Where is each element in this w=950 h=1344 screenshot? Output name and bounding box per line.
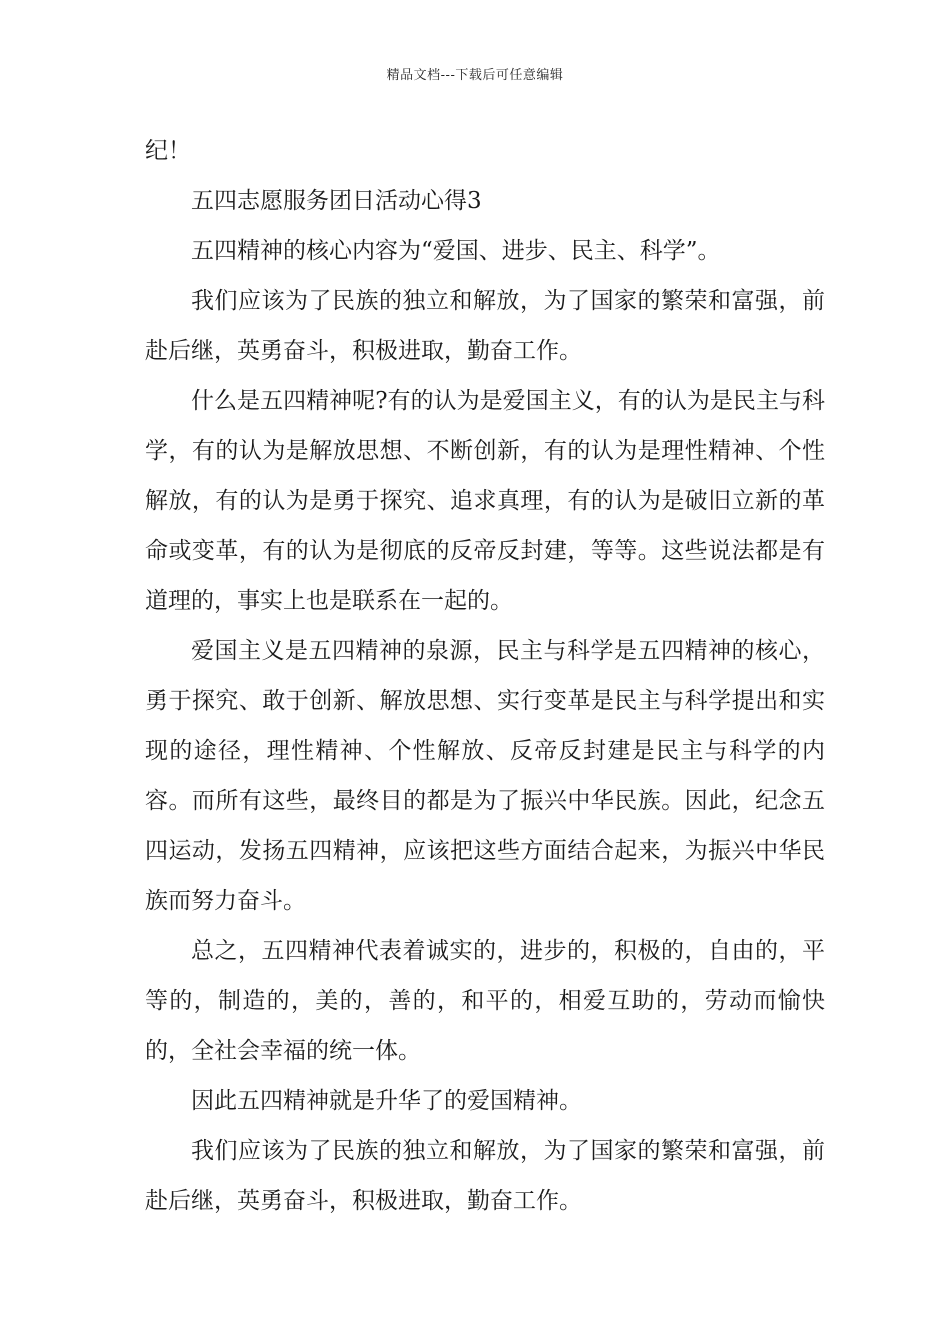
paragraph: 总之，五四精神代表着诚实的，进步的，积极的，自由的，平等的，制造的，美的，善的，和平的，相爱互助的，劳动而愉快的，全社会幸福的统一体。 (145, 938, 825, 1064)
paragraph: 五四精神的核心内容为“爱国、进步、民主、科学”。 (191, 238, 721, 264)
paragraph: 我们应该为了民族的独立和解放，为了国家的繁荣和富强，前赴后继，英勇奋斗，积极进取，勤奋工作。 (145, 288, 825, 364)
section-heading: 五四志愿服务团日活动心得3 (191, 188, 482, 214)
paragraph-continuation: 纪！ (145, 138, 191, 164)
paragraph: 爱国主义是五四精神的泉源，民主与科学是五四精神的核心，勇于探究、敢于创新、解放思想、实行变革是民主与科学提出和实现的途径，理性精神、个性解放、反帝反封建是民主与科学的内容。而所有这些，最终目的都是为了振兴中华民族。因此，纪念五四运动，发扬五四精神，应该把这些方面结合起来，为振兴中华民族而努力奋斗。 (145, 638, 825, 914)
paragraph: 因此五四精神就是升华了的爱国精神。 (191, 1088, 582, 1114)
paragraph: 我们应该为了民族的独立和解放，为了国家的繁荣和富强，前赴后继，英勇奋斗，积极进取，勤奋工作。 (145, 1138, 825, 1214)
page-header: 精品文档---下载后可任意编辑 (386, 68, 564, 83)
document-body (145, 126, 825, 1226)
paragraph: 什么是五四精神呢?有的认为是爱国主义，有的认为是民主与科学，有的认为是解放思想、不断创新，有的认为是理性精神、个性解放，有的认为是勇于探究、追求真理，有的认为是破旧立新的革命或变革，有的认为是彻底的反帝反封建，等等。这些说法都是有道理的，事实上也是联系在一起的。 (145, 388, 825, 614)
